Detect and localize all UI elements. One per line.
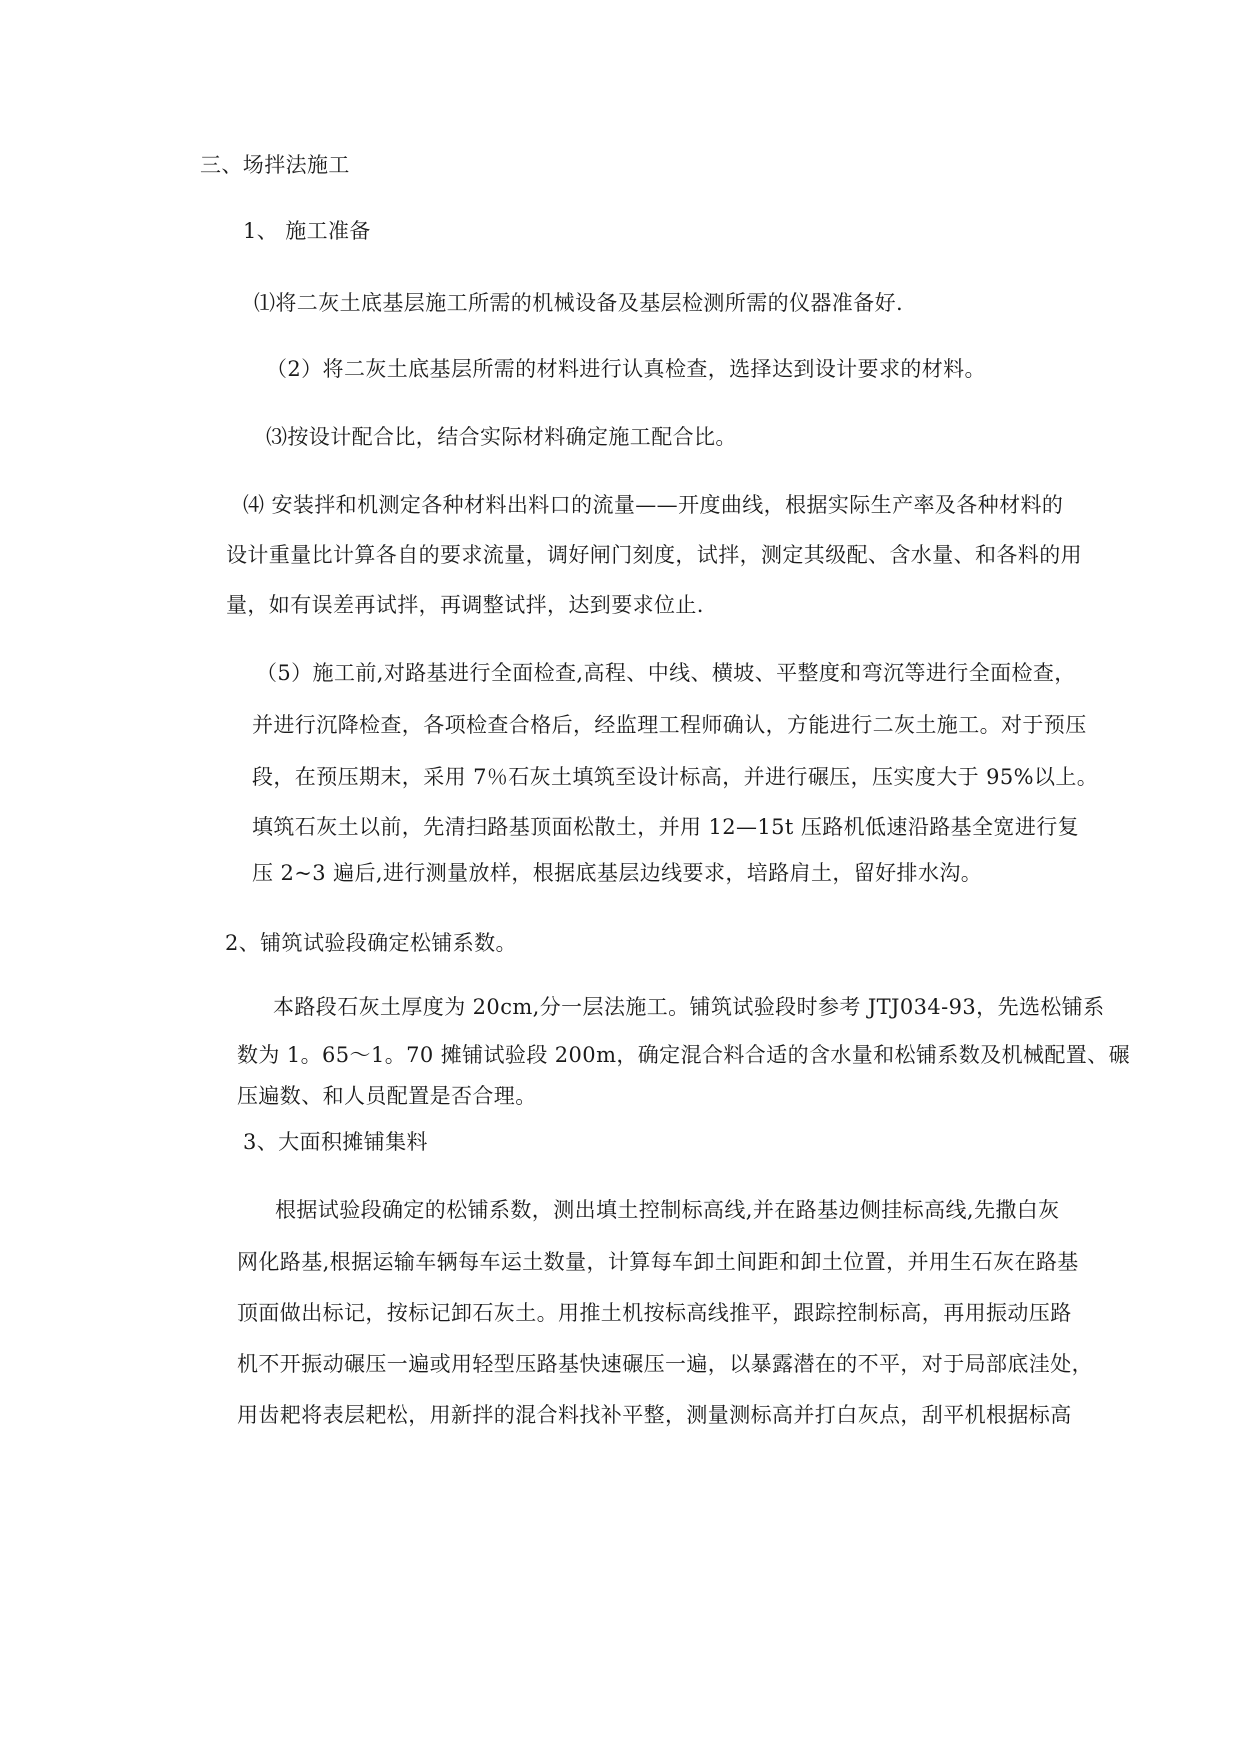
- section-1-item-2: （2）将二灰土底基层所需的材料进行认真检查，选择达到设计要求的材料。: [266, 357, 986, 381]
- section-2-para-line-2: 数为 1。65～1。70 摊铺试验段 200m，确定混合料合适的含水量和松铺系数及机械配置、碾: [237, 1043, 1130, 1067]
- section-3-para-line-5: 用齿耙将表层耙松，用新拌的混合料找补平整，测量测标高并打白灰点，刮平机根据标高: [237, 1403, 1072, 1427]
- section-3-para-line-1: 根据试验段确定的松铺系数，测出填土控制标高线,并在路基边侧挂标高线,先撒白灰: [275, 1198, 1060, 1222]
- section-2-para-line-3: 压遍数、和人员配置是否合理。: [237, 1084, 537, 1108]
- section-1-item-4-line-3: 量，如有误差再试拌，再调整试拌，达到要求位止.: [226, 593, 704, 617]
- section-1-item-5-line-4: 填筑石灰土以前，先清扫路基顶面松散土，并用 12—15t 压路机低速沿路基全宽进行复: [252, 815, 1080, 839]
- section-1-item-5-line-1: （5）施工前,对路基进行全面检查,高程、中线、横坡、平整度和弯沉等进行全面检查，: [256, 661, 1076, 685]
- section-1-item-5-line-2: 并进行沉降检查，各项检查合格后，经监理工程师确认，方能进行二灰土施工。对于预压: [252, 713, 1087, 737]
- section-3-para-line-3: 顶面做出标记，按标记卸石灰土。用推土机按标高线推平，跟踪控制标高，再用振动压路: [237, 1301, 1072, 1325]
- section-1-item-5-line-3: 段，在预压期末，采用 7％石灰土填筑至设计标高，并进行碾压，压实度大于 95%以上。: [252, 765, 1099, 789]
- section-2-para-line-1: 本路段石灰土厚度为 20cm,分一层法施工。铺筑试验段时参考 JTJ034-93，先选松铺系: [273, 995, 1105, 1019]
- section-1-item-1: ⑴将二灰土底基层施工所需的机械设备及基层检测所需的仪器准备好.: [254, 291, 904, 315]
- section-1-item-4-line-2: 设计重量比计算各自的要求流量，调好闸门刻度，试拌，测定其级配、含水量、和各料的用: [226, 543, 1082, 567]
- section-1-item-5-line-5: 压 2~3 遍后,进行测量放样，根据底基层边线要求，培路肩土，留好排水沟。: [252, 861, 983, 885]
- section-3-para-line-2: 网化路基,根据运输车辆每车运土数量，计算每车卸土间距和卸土位置，并用生石灰在路基: [237, 1250, 1079, 1274]
- section-2-title: 2、铺筑试验段确定松铺系数。: [225, 931, 517, 955]
- section-1-title: 1、 施工准备: [243, 219, 371, 243]
- section-3-para-line-4: 机不开振动碾压一遍或用轻型压路基快速碾压一遍，以暴露潜在的不平，对于局部底洼处，: [237, 1352, 1093, 1376]
- section-3-title: 3、大面积摊铺集料: [243, 1130, 428, 1154]
- section-1-item-4-line-1: ⑷ 安装拌和机测定各种材料出料口的流量——开度曲线，根据实际生产率及各种材料的: [243, 493, 1064, 517]
- section-1-item-3: ⑶按设计配合比，结合实际材料确定施工配合比。: [266, 425, 737, 449]
- page-heading: 三、场拌法施工: [200, 153, 350, 177]
